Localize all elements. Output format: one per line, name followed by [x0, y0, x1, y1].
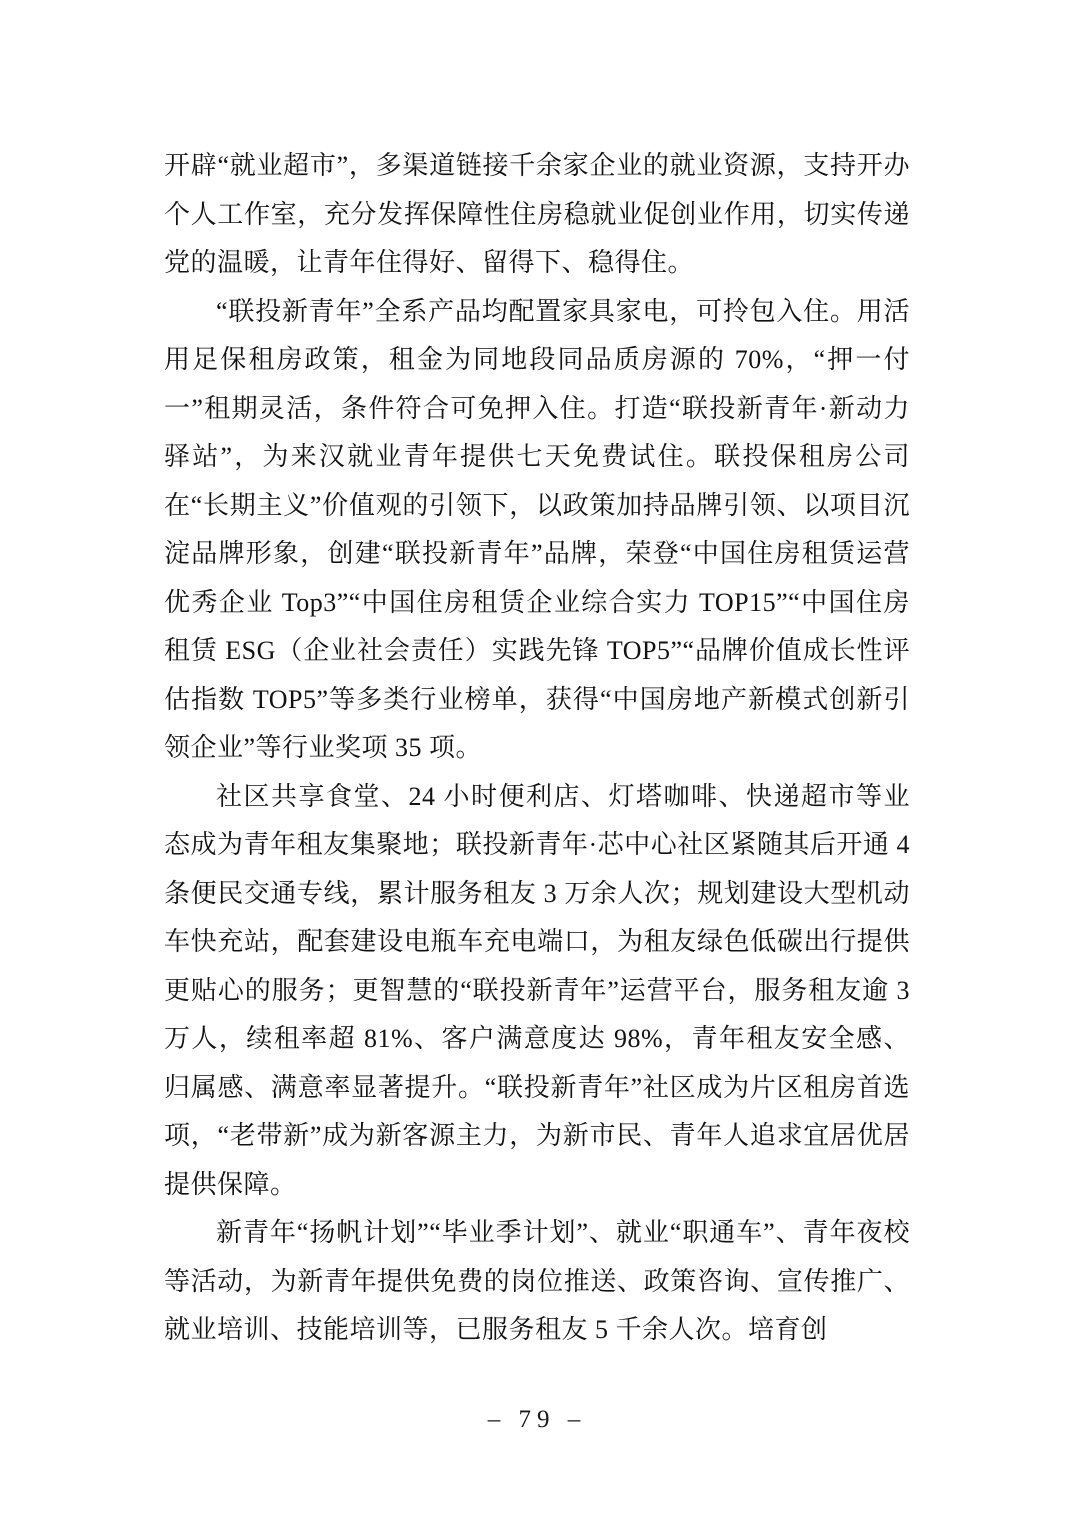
document-body: [164, 142, 910, 1355]
paragraph: 新青年“扬帆计划”“毕业季计划”、就业“职通车”、青年夜校等活动，为新青年提供免费的岗位推送、政策咨询、宣传推广、就业培训、技能培训等，已服务租友 5 千余人次。培育创: [164, 1218, 910, 1344]
paragraph: 开辟“就业超市”，多渠道链接千余家企业的就业资源，支持开办个人工作室，充分发挥保障性住房稳就业促创业作用，切实传递党的温暖，让青年住得好、留得下、稳得住。: [164, 151, 910, 277]
paragraph: “联投新青年”全系产品均配置家具家电，可拎包入住。用活用足保租房政策，租金为同地段同品质房源的 70%，“押一付一”租期灵活，条件符合可免押入住。打造“联投新青年·新动力驿站”，为来汉就业青年提供七天免费试住。联投保租房公司在“长期主义”价值观的引领下，以政策加持品牌引领、以项目沉淀品牌形象，创建“联投新青年”品牌，荣登“中国住房租赁运营优秀企业 Top3”“中国住房租赁企业综合实力 TOP15”“中国住房租赁 ESG（企业社会责任）实践先锋 TOP5”“品牌价值成长性评估指数 TOP5”等多类行业榜单，获得“中国房地产新模式创新引领企业”等行业奖项 35 项。: [164, 296, 910, 762]
paragraph: 社区共享食堂、24 小时便利店、灯塔咖啡、快递超市等业态成为青年租友集聚地；联投新青年·芯中心社区紧随其后开通 4 条便民交通专线，累计服务租友 3 万余人次；规划建设大型机动车快充站，配套建设电瓶车充电端口，为租友绿色低碳出行提供更贴心的服务；更智慧的“联投新青年”运营平台，服务租友逾 3 万人，续租率超 81%、客户满意度达 98%，青年租友安全感、归属感、满意率显著提升。“联投新青年”社区成为片区租房首选项，“老带新”成为新客源主力，为新市民、青年人追求宜居优居提供保障。: [164, 781, 910, 1199]
page-number: – 79 –: [487, 1406, 587, 1433]
